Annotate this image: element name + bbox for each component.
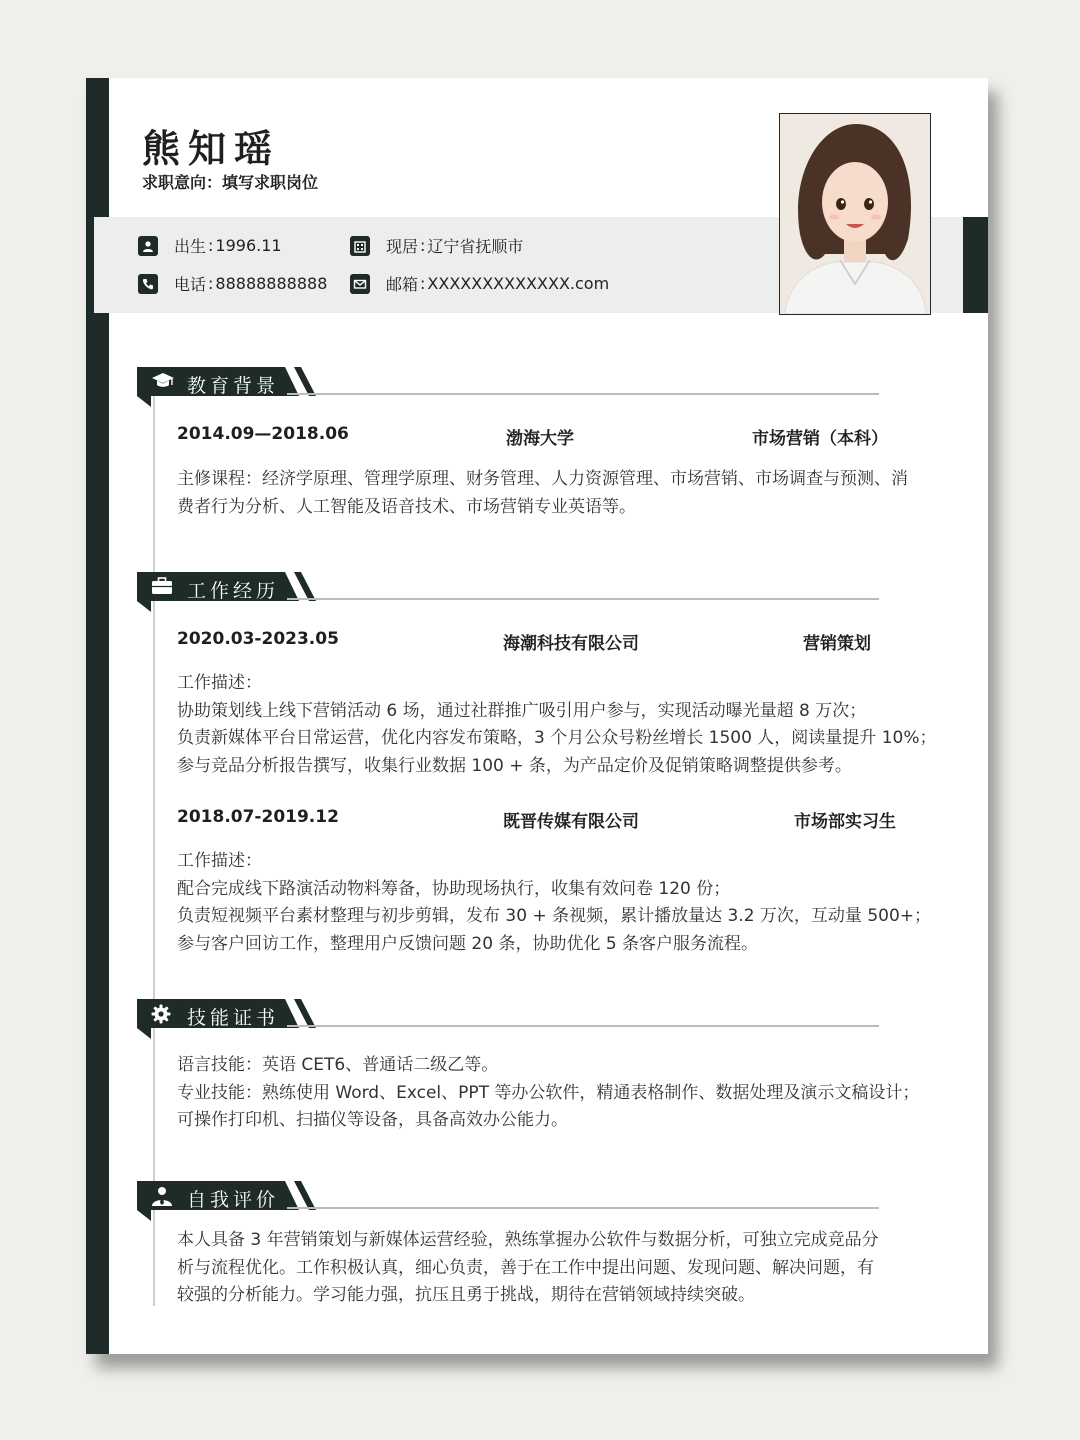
- email-label: 邮箱: [386, 275, 419, 294]
- profile-photo: [779, 113, 931, 315]
- job-company: 海潮科技有限公司: [503, 634, 639, 654]
- text-line: 工作描述：: [177, 851, 262, 871]
- section-title-work: 工作经历: [187, 580, 280, 602]
- text-line: 专业技能：熟练使用 Word、Excel、PPT 等办公软件，精通表格制作、数据处理及演示文稿设计；: [177, 1082, 920, 1103]
- section-title-skills: 技能证书: [187, 1007, 280, 1029]
- section-rule: [287, 598, 879, 600]
- user-tie-icon: [151, 1186, 173, 1210]
- contact-email: 邮箱 : XXXXXXXXXXXXX.com: [350, 272, 609, 295]
- job-intent-label: 求职意向：: [142, 173, 223, 192]
- section-header-work: [137, 572, 879, 612]
- job-period: 2018.07-2019.12: [177, 807, 339, 827]
- text-line: 参与客户回访工作，整理用户反馈问题 20 条，协助优化 5 条客户服务流程。: [177, 933, 759, 954]
- phone-icon: [138, 274, 158, 294]
- section-title-education: 教育背景: [187, 375, 280, 397]
- mail-icon: [350, 274, 370, 294]
- skills-text: [177, 1052, 967, 1135]
- text-line: 语言技能：英语 CET6、普通话二级乙等。: [177, 1055, 499, 1075]
- section-header-skills: [137, 999, 879, 1039]
- candidate-name: 熊知瑶: [142, 127, 281, 171]
- gear-icon: [151, 1004, 171, 1028]
- briefcase-icon: [151, 577, 173, 599]
- person-badge-icon: [138, 236, 158, 256]
- text-line: 负责新媒体平台日常运营，优化内容发布策略，3 个月公众号粉丝增长 1500 人，阅读量提升 10%；: [177, 728, 937, 748]
- text-line: 主修课程：经济学原理、管理学原理、财务管理、人力资源管理、市场营销、市场调查与预测、消: [177, 469, 908, 489]
- job-description-2: [177, 848, 967, 958]
- job-description-1: [177, 670, 967, 780]
- section-rule: [287, 1207, 879, 1209]
- section-header-self-eval: [137, 1181, 879, 1221]
- section-rule: [287, 393, 879, 395]
- education-courses: [177, 466, 967, 521]
- education-major: 市场营销（本科）: [752, 429, 888, 449]
- timeline-line: [153, 396, 155, 1306]
- self-eval-text: [177, 1227, 967, 1310]
- education-period: 2014.09—2018.06: [177, 424, 349, 444]
- job-intent: [142, 170, 318, 193]
- text-line: 配合完成线下路演活动物料筹备，协助现场执行，收集有效问卷 120 份；: [177, 878, 731, 899]
- section-rule: [287, 1025, 879, 1027]
- text-line: 负责短视频平台素材整理与初步剪辑，发布 30 + 条视频，累计播放量达 3.2 万次，互动量 500+；: [177, 906, 932, 926]
- residence-label: 现居: [386, 237, 419, 256]
- job-role: 营销策划: [803, 634, 871, 654]
- building-icon: [350, 236, 370, 256]
- section-title-self-eval: 自我评价: [187, 1189, 280, 1211]
- text-line: 费者行为分析、人工智能及语音技术、市场营销专业英语等。: [177, 496, 636, 517]
- phone-label: 电话: [174, 275, 207, 294]
- job-period: 2020.03-2023.05: [177, 629, 339, 649]
- phone-value: 88888888888: [215, 274, 328, 293]
- contact-phone: 电话 : 88888888888: [138, 272, 327, 295]
- text-line: 可操作打印机、扫描仪等设备，具备高效办公能力。: [177, 1110, 568, 1130]
- birth-label: 出生: [174, 237, 207, 256]
- job-company: 既晋传媒有限公司: [503, 812, 639, 832]
- resume-page: [86, 78, 988, 1354]
- residence-value: 辽宁省抚顺市: [427, 237, 524, 256]
- text-line: 本人具备 3 年营销策划与新媒体运营经验，熟练掌握办公软件与数据分析，可独立完成竞品分: [177, 1230, 879, 1250]
- education-school: 渤海大学: [506, 429, 574, 449]
- birth-value: 1996.11: [215, 236, 282, 255]
- right-accent-bar: [963, 217, 988, 313]
- job-intent-value: 填写求职岗位: [222, 173, 319, 192]
- graduation-cap-icon: [151, 372, 175, 394]
- text-line: 析与流程优化。工作积极认真，细心负责，善于在工作中提出问题、发现问题、解决问题，有: [177, 1257, 874, 1278]
- text-line: 协助策划线上线下营销活动 6 场，通过社群推广吸引用户参与，实现活动曝光量超 8 万次；: [177, 700, 867, 721]
- contact-residence: 现居 : 辽宁省抚顺市: [350, 234, 523, 257]
- job-role: 市场部实习生: [794, 812, 896, 832]
- text-line: 参与竞品分析报告撰写，收集行业数据 100 + 条，为产品定价及促销策略调整提供参考。: [177, 755, 852, 776]
- email-value: XXXXXXXXXXXXX.com: [427, 274, 610, 293]
- text-line: 工作描述：: [177, 673, 262, 693]
- contact-birth: 出生 : 1996.11: [138, 234, 282, 257]
- text-line: 较强的分析能力。学习能力强，抗压且勇于挑战，期待在营销领域持续突破。: [177, 1285, 755, 1305]
- section-header-education: [137, 367, 879, 407]
